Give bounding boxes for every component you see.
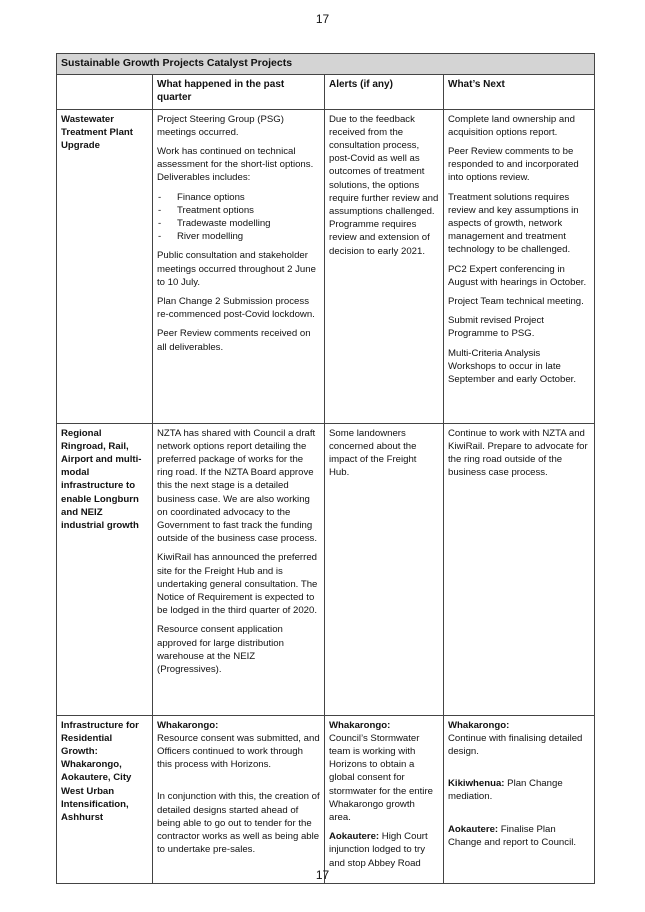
alerts-cell xyxy=(325,715,444,883)
paragraph: Aokautere: Finalise Plan Change and report to Council. xyxy=(448,823,576,848)
paragraph: Continue to work with NZTA and KiwiRail. Prepare to advocate for the ring road outside of the business case process. xyxy=(448,427,588,479)
list-item: - Finance options xyxy=(157,191,320,204)
header-alerts: Alerts (if any) xyxy=(325,75,444,109)
header-past-quarter: What happened in the past quarter xyxy=(153,75,325,109)
paragraph: Aokautere: High Court injunction lodged to try and stop Abbey Road xyxy=(329,831,428,869)
paragraph: Due to the feedback received from the consultation process, post-Covid as well as outcomes of treatment solutions, the options require further review and assumptions challenged. Programme requires review and extension of decision to early 2021. xyxy=(329,113,439,257)
paragraph: Peer Review comments to be responded to and incorporated into options review. xyxy=(448,146,579,184)
whats-next-cell xyxy=(444,715,595,883)
header-project xyxy=(57,75,153,109)
paragraph: Project Steering Group (PSG) meetings occurred. xyxy=(157,113,284,138)
paragraph: Resource consent was submitted, and Officers continued to work through this process with Horizons. xyxy=(157,732,320,771)
table-row xyxy=(57,423,595,715)
past-quarter-cell xyxy=(153,715,325,883)
section-heading: Aokautere: xyxy=(329,831,380,843)
alerts-cell xyxy=(325,109,444,423)
list-item: - River modelling xyxy=(157,230,320,243)
paragraph: Some landowners concerned about the impact of the Freight Hub. xyxy=(329,427,417,479)
paragraph: PC2 Expert conferencing in August with hearings in October. xyxy=(448,263,587,288)
list-item: - Tradewaste modelling xyxy=(157,217,320,230)
whats-next-cell xyxy=(444,423,595,715)
paragraph: Plan Change 2 Submission process re-commenced post-Covid lockdown. xyxy=(157,296,315,321)
paragraph: Treatment solutions requires review and key assumptions in aspects of growth, network management and treatment technology to be challenged. xyxy=(448,191,579,256)
alerts-cell xyxy=(325,423,444,715)
page-number-bottom: 17 xyxy=(315,868,330,882)
header-whats-next: What’s Next xyxy=(444,75,595,109)
paragraph: KiwiRail has announced the preferred site for the Freight Hub and is undertaking general consultation. The Notice of Requirement is expected to be lodged in the third quarter of 2020. xyxy=(157,552,318,617)
section-heading: Whakarongo: xyxy=(329,719,391,731)
table-title: Sustainable Growth Projects Catalyst Projects xyxy=(57,54,595,75)
section-heading: Kikiwhenua: xyxy=(448,778,505,790)
list-item: - Treatment options xyxy=(157,204,320,217)
paragraph: Public consultation and stakeholder meetings occurred throughout 2 June to 10 July. xyxy=(157,250,316,288)
past-quarter-cell xyxy=(153,423,325,715)
past-quarter-cell xyxy=(153,109,325,423)
paragraph: Continue with finalising detailed design. xyxy=(448,732,583,758)
paragraph: Project Team technical meeting. xyxy=(448,296,584,308)
paragraph: Multi-Criteria Analysis Workshops to occur in late September and early October. xyxy=(448,347,576,386)
section-heading: Whakarongo: xyxy=(157,719,219,731)
section-heading: Whakarongo: xyxy=(448,719,510,731)
project-name: Wastewater Treatment Plant Upgrade xyxy=(57,109,153,423)
paragraph: Peer Review comments received on all deliverables. xyxy=(157,328,311,353)
whats-next-cell xyxy=(444,109,595,423)
project-name: Infrastructure for Residential Growth: Whakarongo, Aokautere, City West Urban Intensification, Ashhurst xyxy=(57,715,153,883)
paragraph: Council’s Stormwater team is working with Horizons to obtain a global consent for stormwater for the entire Whakarongo growth area. xyxy=(329,732,433,824)
paragraph: Resource consent application approved for large distribution warehouse at the NEIZ (Progressives). xyxy=(157,624,284,676)
paragraph: Work has continued on technical assessment for the short-list options. Deliverables includes: xyxy=(157,146,314,184)
paragraph: Complete land ownership and acquisition options report. xyxy=(448,113,575,138)
table-row xyxy=(57,715,595,883)
paragraph: NZTA has shared with Council a draft network options report detailing the preferred package of works for the ring road. If the NZTA Board approve this the next stage is a detailed business case. We are also working on coordinated advocacy to the Government to fast track the funding outside of the business case process. xyxy=(157,427,317,545)
paragraph: Kikiwhenua: Plan Change mediation. xyxy=(448,778,563,803)
catalyst-projects-table xyxy=(56,53,595,884)
deliverables-list xyxy=(157,191,320,244)
table-row xyxy=(57,109,595,423)
section-heading: Aokautere: xyxy=(448,823,499,835)
paragraph: Submit revised Project Programme to PSG. xyxy=(448,315,544,340)
project-name: Regional Ringroad, Rail, Airport and multi-modal infrastructure to enable Longburn and NEIZ industrial growth xyxy=(57,423,153,715)
page-number-top: 17 xyxy=(315,12,330,26)
paragraph: In conjunction with this, the creation of detailed designs started ahead of being able to go out to tender for the contractor works as well as being able to undertake pre-sales. xyxy=(157,791,320,856)
